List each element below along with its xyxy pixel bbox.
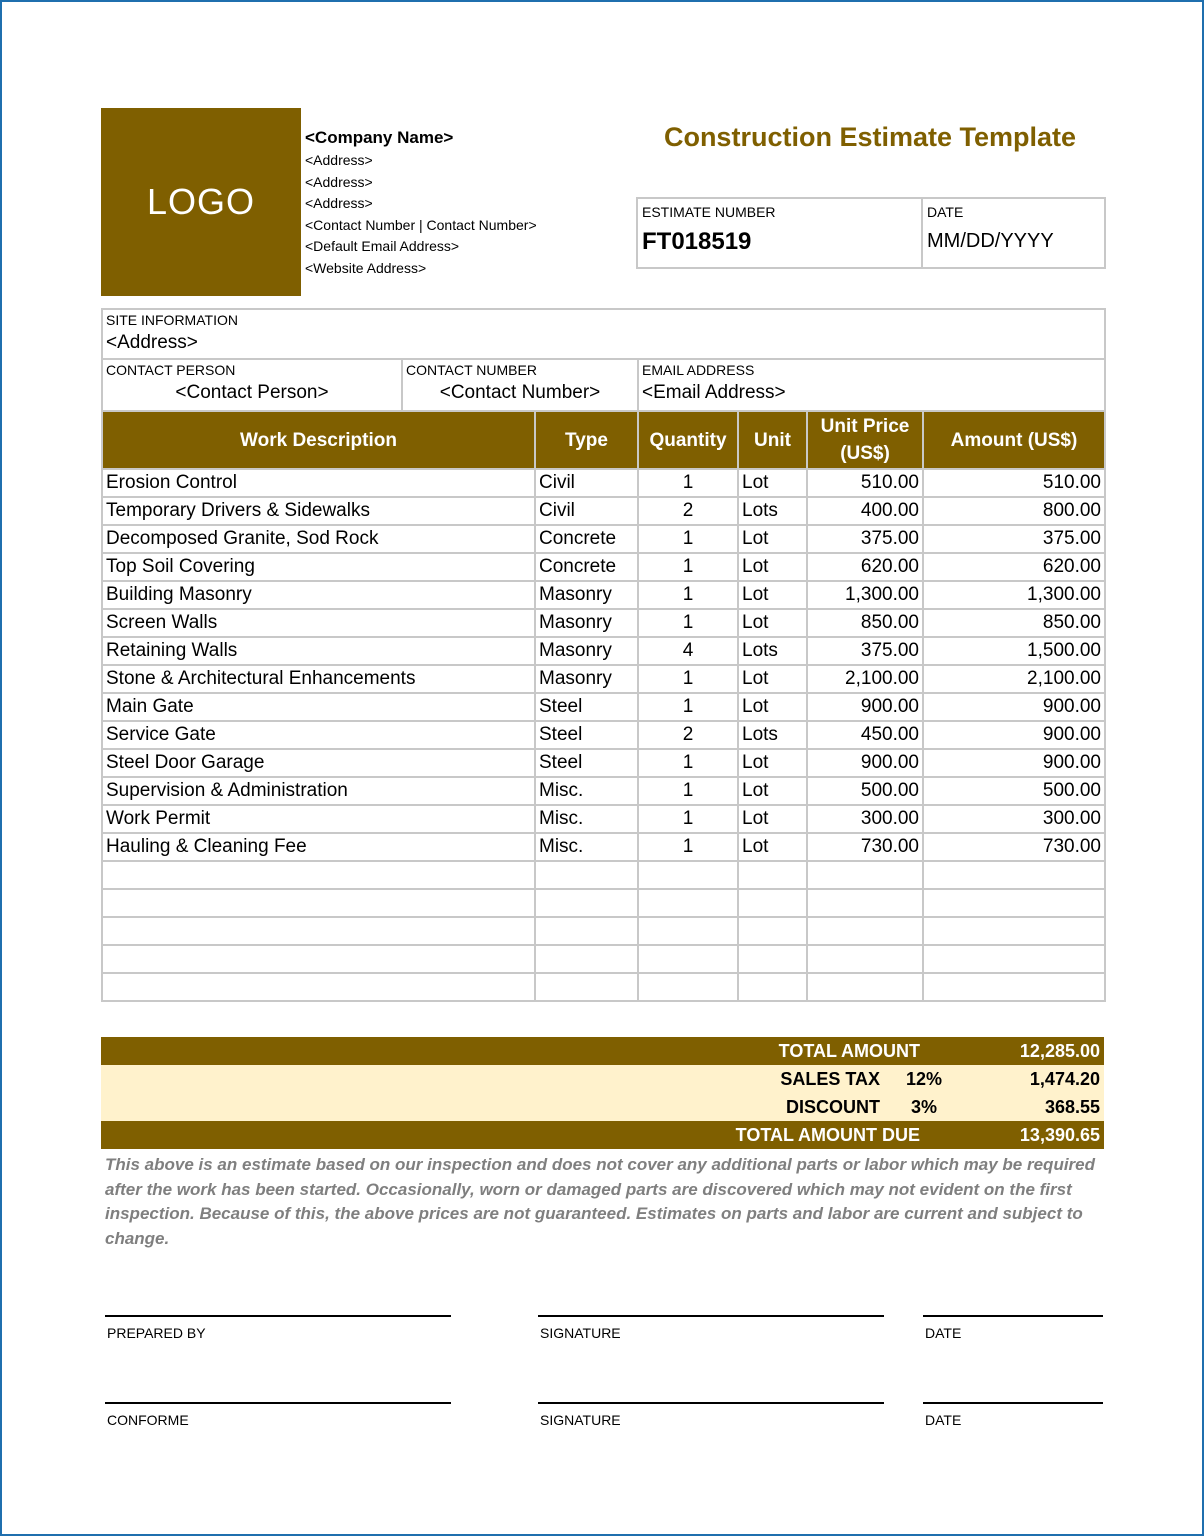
cell-description-empty[interactable] [102, 973, 535, 1001]
estimate-number-cell[interactable] [638, 199, 923, 267]
cell-unit-empty[interactable] [738, 973, 807, 1001]
table-row [102, 581, 1105, 609]
cell-type[interactable]: Steel [535, 721, 638, 749]
total-due-label: TOTAL AMOUNT DUE [735, 1124, 920, 1145]
signature-line [923, 1315, 1103, 1317]
cell-unit[interactable]: Lot [738, 833, 807, 861]
cell-unit-price[interactable]: 375.00 [807, 637, 923, 665]
cell-unit[interactable]: Lot [738, 749, 807, 777]
site-info-label: SITE INFORMATION [106, 312, 238, 328]
company-address-1: <Address> [305, 152, 373, 168]
estimate-info-box [636, 197, 1106, 269]
empty-table-row [102, 889, 1105, 917]
cell-unit-price-empty[interactable] [807, 917, 923, 945]
table-row [102, 497, 1105, 525]
cell-amount-empty[interactable] [923, 861, 1105, 889]
signature-line [538, 1402, 884, 1404]
cell-unit-price[interactable]: 510.00 [807, 469, 923, 497]
signature-line [105, 1315, 451, 1317]
cell-unit[interactable]: Lot [738, 469, 807, 497]
table-row [102, 749, 1105, 777]
table-row [102, 665, 1105, 693]
cell-unit-price-empty[interactable] [807, 973, 923, 1001]
estimate-date-value[interactable]: MM/DD/YYYY [927, 230, 1054, 252]
col-header-unit: Unit [738, 411, 807, 469]
document-title: Construction Estimate Template [663, 122, 1077, 152]
cell-quantity[interactable]: 1 [638, 805, 738, 833]
empty-table-row [102, 917, 1105, 945]
disclaimer-text: This above is an estimate based on our inspection and does not cover any additional parts or labor which may be required after the work has been started. Occasionally, worn or damaged parts are discovered which may not evident on the first inspection. Because of this, the above prices are not guaranteed. Estimates on parts and labor are current and subject to change. [105, 1155, 1096, 1248]
total-due-value: 13,390.65 [1019, 1124, 1100, 1145]
cell-type-empty[interactable] [535, 973, 638, 1001]
cell-unit-price[interactable]: 620.00 [807, 553, 923, 581]
cell-unit[interactable]: Lot [738, 693, 807, 721]
cell-description[interactable]: Screen Walls [102, 609, 535, 637]
cell-amount[interactable]: 375.00 [923, 525, 1105, 553]
cell-unit-price[interactable]: 900.00 [807, 749, 923, 777]
line-items-table [101, 410, 1106, 1002]
cell-amount-empty[interactable] [923, 973, 1105, 1001]
cell-quantity[interactable]: 1 [638, 665, 738, 693]
cell-type-empty[interactable] [535, 917, 638, 945]
site-information [101, 308, 1106, 411]
cell-quantity[interactable]: 1 [638, 777, 738, 805]
empty-table-row [102, 861, 1105, 889]
contact-number-value[interactable]: <Contact Number> [439, 382, 601, 403]
cell-quantity[interactable]: 2 [638, 497, 738, 525]
cell-description[interactable]: Retaining Walls [102, 637, 535, 665]
cell-unit[interactable]: Lots [738, 637, 807, 665]
col-header-unit-price: Unit Price (US$) [807, 411, 923, 469]
contact-person-value[interactable]: <Contact Person> [175, 382, 329, 403]
cell-unit-price[interactable]: 2,100.00 [807, 665, 923, 693]
cell-quantity[interactable]: 1 [638, 553, 738, 581]
company-address-3: <Address> [305, 195, 373, 211]
cell-type[interactable]: Misc. [535, 805, 638, 833]
cell-quantity[interactable]: 1 [638, 833, 738, 861]
table-row [102, 553, 1105, 581]
cell-unit-price[interactable]: 730.00 [807, 833, 923, 861]
table-row [102, 777, 1105, 805]
cell-description[interactable]: Stone & Architectural Enhancements [102, 665, 535, 693]
sales-tax-rate[interactable]: 12% [905, 1068, 943, 1089]
total-amount-value: 12,285.00 [1019, 1040, 1100, 1061]
cell-amount[interactable]: 500.00 [923, 777, 1105, 805]
cell-amount[interactable]: 900.00 [923, 721, 1105, 749]
cell-amount[interactable]: 1,300.00 [923, 581, 1105, 609]
estimate-number-label: ESTIMATE NUMBER [642, 204, 776, 220]
company-contact-numbers: <Contact Number | Contact Number> [305, 216, 537, 233]
prepared-by-label: PREPARED BY [107, 1325, 206, 1341]
cell-quantity[interactable]: 1 [638, 469, 738, 497]
cell-type[interactable]: Masonry [535, 665, 638, 693]
cell-unit-price[interactable]: 900.00 [807, 693, 923, 721]
cell-description[interactable]: Temporary Drivers & Sidewalks [102, 497, 535, 525]
cell-type[interactable]: Steel [535, 693, 638, 721]
conforme-label: CONFORME [107, 1412, 189, 1428]
discount-rate[interactable]: 3% [910, 1096, 937, 1117]
cell-unit-price-empty[interactable] [807, 861, 923, 889]
cell-type[interactable]: Masonry [535, 637, 638, 665]
cell-description[interactable]: Service Gate [102, 721, 535, 749]
cell-amount[interactable]: 1,500.00 [923, 637, 1105, 665]
table-row [102, 525, 1105, 553]
cell-description[interactable]: Supervision & Administration [102, 777, 535, 805]
cell-description[interactable]: Main Gate [102, 693, 535, 721]
cell-amount[interactable]: 730.00 [923, 833, 1105, 861]
table-row [102, 693, 1105, 721]
sales-tax-value: 1,474.20 [1029, 1068, 1100, 1089]
cell-description[interactable]: Steel Door Garage [102, 749, 535, 777]
estimate-date-cell[interactable] [923, 199, 1104, 267]
cell-description[interactable]: Erosion Control [102, 469, 535, 497]
cell-type[interactable]: Civil [535, 497, 638, 525]
estimate-number-value[interactable]: FT018519 [642, 228, 752, 255]
cell-amount[interactable]: 2,100.00 [923, 665, 1105, 693]
cell-unit-price[interactable]: 1,300.00 [807, 581, 923, 609]
signature-field-2[interactable] [538, 1402, 884, 1428]
cell-quantity[interactable]: 1 [638, 609, 738, 637]
discount-label: DISCOUNT [786, 1096, 880, 1117]
table-row [102, 833, 1105, 861]
empty-table-row [102, 945, 1105, 973]
cell-type[interactable]: Masonry [535, 609, 638, 637]
cell-description-empty[interactable] [102, 945, 535, 973]
cell-unit-price-empty[interactable] [807, 945, 923, 973]
table-header-row [102, 411, 1105, 469]
site-address-value[interactable]: <Address> [106, 332, 198, 353]
col-header-type: Type [535, 411, 638, 469]
totals-section [101, 1037, 1104, 1149]
cell-unit-price[interactable]: 300.00 [807, 805, 923, 833]
cell-quantity-empty[interactable] [638, 917, 738, 945]
cell-unit-empty[interactable] [738, 917, 807, 945]
cell-quantity-empty[interactable] [638, 889, 738, 917]
cell-type[interactable]: Concrete [535, 553, 638, 581]
table-row [102, 637, 1105, 665]
cell-amount[interactable]: 850.00 [923, 609, 1105, 637]
cell-description[interactable]: Building Masonry [102, 581, 535, 609]
total-due-row [101, 1121, 1104, 1149]
date-field-2[interactable] [923, 1402, 1103, 1428]
contact-number-cell[interactable] [403, 360, 639, 411]
company-website: <Website Address> [305, 259, 427, 276]
cell-unit-empty[interactable] [738, 861, 807, 889]
total-amount-row [101, 1037, 1104, 1065]
cell-quantity[interactable]: 1 [638, 525, 738, 553]
cell-amount-empty[interactable] [923, 889, 1105, 917]
conforme-field[interactable] [105, 1402, 451, 1428]
col-header-amount: Amount (US$) [923, 411, 1105, 469]
cell-unit[interactable]: Lots [738, 497, 807, 525]
discount-value: 368.55 [1044, 1096, 1100, 1117]
estimate-date-label: DATE [927, 204, 964, 220]
col-header-quantity: Quantity [638, 411, 738, 469]
cell-amount-empty[interactable] [923, 917, 1105, 945]
email-address-value[interactable]: <Email Address> [642, 382, 786, 403]
table-row [102, 469, 1105, 497]
cell-amount[interactable]: 900.00 [923, 749, 1105, 777]
sales-tax-label: SALES TAX [780, 1068, 880, 1089]
cell-unit[interactable]: Lot [738, 525, 807, 553]
cell-quantity[interactable]: 1 [638, 749, 738, 777]
site-address-cell[interactable] [103, 310, 1104, 360]
cell-unit[interactable]: Lots [738, 721, 807, 749]
table-row [102, 721, 1105, 749]
cell-type-empty[interactable] [535, 945, 638, 973]
cell-amount[interactable]: 800.00 [923, 497, 1105, 525]
cell-unit-price[interactable]: 500.00 [807, 777, 923, 805]
cell-type[interactable]: Civil [535, 469, 638, 497]
cell-unit[interactable]: Lot [738, 581, 807, 609]
cell-quantity[interactable]: 1 [638, 581, 738, 609]
signature-field-1[interactable] [538, 1315, 884, 1341]
cell-amount-empty[interactable] [923, 945, 1105, 973]
cell-description-empty[interactable] [102, 917, 535, 945]
contact-person-label: CONTACT PERSON [106, 362, 236, 378]
cell-type-empty[interactable] [535, 861, 638, 889]
signature-label-1: SIGNATURE [540, 1325, 621, 1341]
company-logo [101, 108, 301, 296]
cell-unit[interactable]: Lot [738, 805, 807, 833]
cell-type[interactable]: Misc. [535, 833, 638, 861]
empty-table-row [102, 973, 1105, 1001]
cell-type[interactable]: Masonry [535, 581, 638, 609]
total-amount-label: TOTAL AMOUNT [778, 1040, 920, 1061]
company-address-2: <Address> [305, 173, 373, 190]
cell-description[interactable]: Hauling & Cleaning Fee [102, 833, 535, 861]
cell-unit[interactable]: Lot [738, 665, 807, 693]
cell-amount[interactable]: 510.00 [923, 469, 1105, 497]
logo-text: LOGO [146, 181, 256, 222]
cell-quantity-empty[interactable] [638, 861, 738, 889]
cell-description-empty[interactable] [102, 861, 535, 889]
email-address-label: EMAIL ADDRESS [642, 362, 755, 378]
cell-amount[interactable]: 620.00 [923, 553, 1105, 581]
email-address-cell[interactable] [639, 360, 1104, 411]
cell-unit-price[interactable]: 400.00 [807, 497, 923, 525]
company-email: <Default Email Address> [305, 238, 460, 254]
cell-type[interactable]: Steel [535, 749, 638, 777]
cell-unit-empty[interactable] [738, 945, 807, 973]
contact-person-cell[interactable] [103, 360, 403, 411]
cell-amount[interactable]: 900.00 [923, 693, 1105, 721]
cell-description[interactable]: Work Permit [102, 805, 535, 833]
company-name: <Company Name> [305, 128, 454, 147]
cell-unit[interactable]: Lot [738, 777, 807, 805]
cell-type[interactable]: Concrete [535, 525, 638, 553]
company-info [305, 126, 537, 279]
cell-quantity[interactable]: 1 [638, 693, 738, 721]
date-label-2: DATE [925, 1412, 962, 1428]
cell-unit-price[interactable]: 375.00 [807, 525, 923, 553]
cell-quantity[interactable]: 2 [638, 721, 738, 749]
table-row [102, 609, 1105, 637]
date-label-1: DATE [925, 1325, 962, 1341]
cell-description-empty[interactable] [102, 889, 535, 917]
cell-description[interactable]: Decomposed Granite, Sod Rock [102, 525, 535, 553]
cell-unit-price-empty[interactable] [807, 889, 923, 917]
date-field-1[interactable] [923, 1315, 1103, 1341]
cell-quantity[interactable]: 4 [638, 637, 738, 665]
col-header-description: Work Description [102, 411, 535, 469]
signature-line [105, 1402, 451, 1404]
prepared-by-field[interactable] [105, 1315, 451, 1341]
cell-type[interactable]: Misc. [535, 777, 638, 805]
cell-type-empty[interactable] [535, 889, 638, 917]
signature-line [923, 1402, 1103, 1404]
contact-number-label: CONTACT NUMBER [406, 362, 537, 378]
discount-row [101, 1093, 1104, 1121]
cell-quantity-empty[interactable] [638, 973, 738, 1001]
cell-unit[interactable]: Lot [738, 609, 807, 637]
cell-unit-price[interactable]: 850.00 [807, 609, 923, 637]
cell-description[interactable]: Top Soil Covering [102, 553, 535, 581]
cell-unit-empty[interactable] [738, 889, 807, 917]
signature-line [538, 1315, 884, 1317]
sales-tax-row [101, 1065, 1104, 1093]
cell-quantity-empty[interactable] [638, 945, 738, 973]
table-row [102, 805, 1105, 833]
cell-unit-price[interactable]: 450.00 [807, 721, 923, 749]
signature-label-2: SIGNATURE [540, 1412, 621, 1428]
cell-amount[interactable]: 300.00 [923, 805, 1105, 833]
cell-unit[interactable]: Lot [738, 553, 807, 581]
